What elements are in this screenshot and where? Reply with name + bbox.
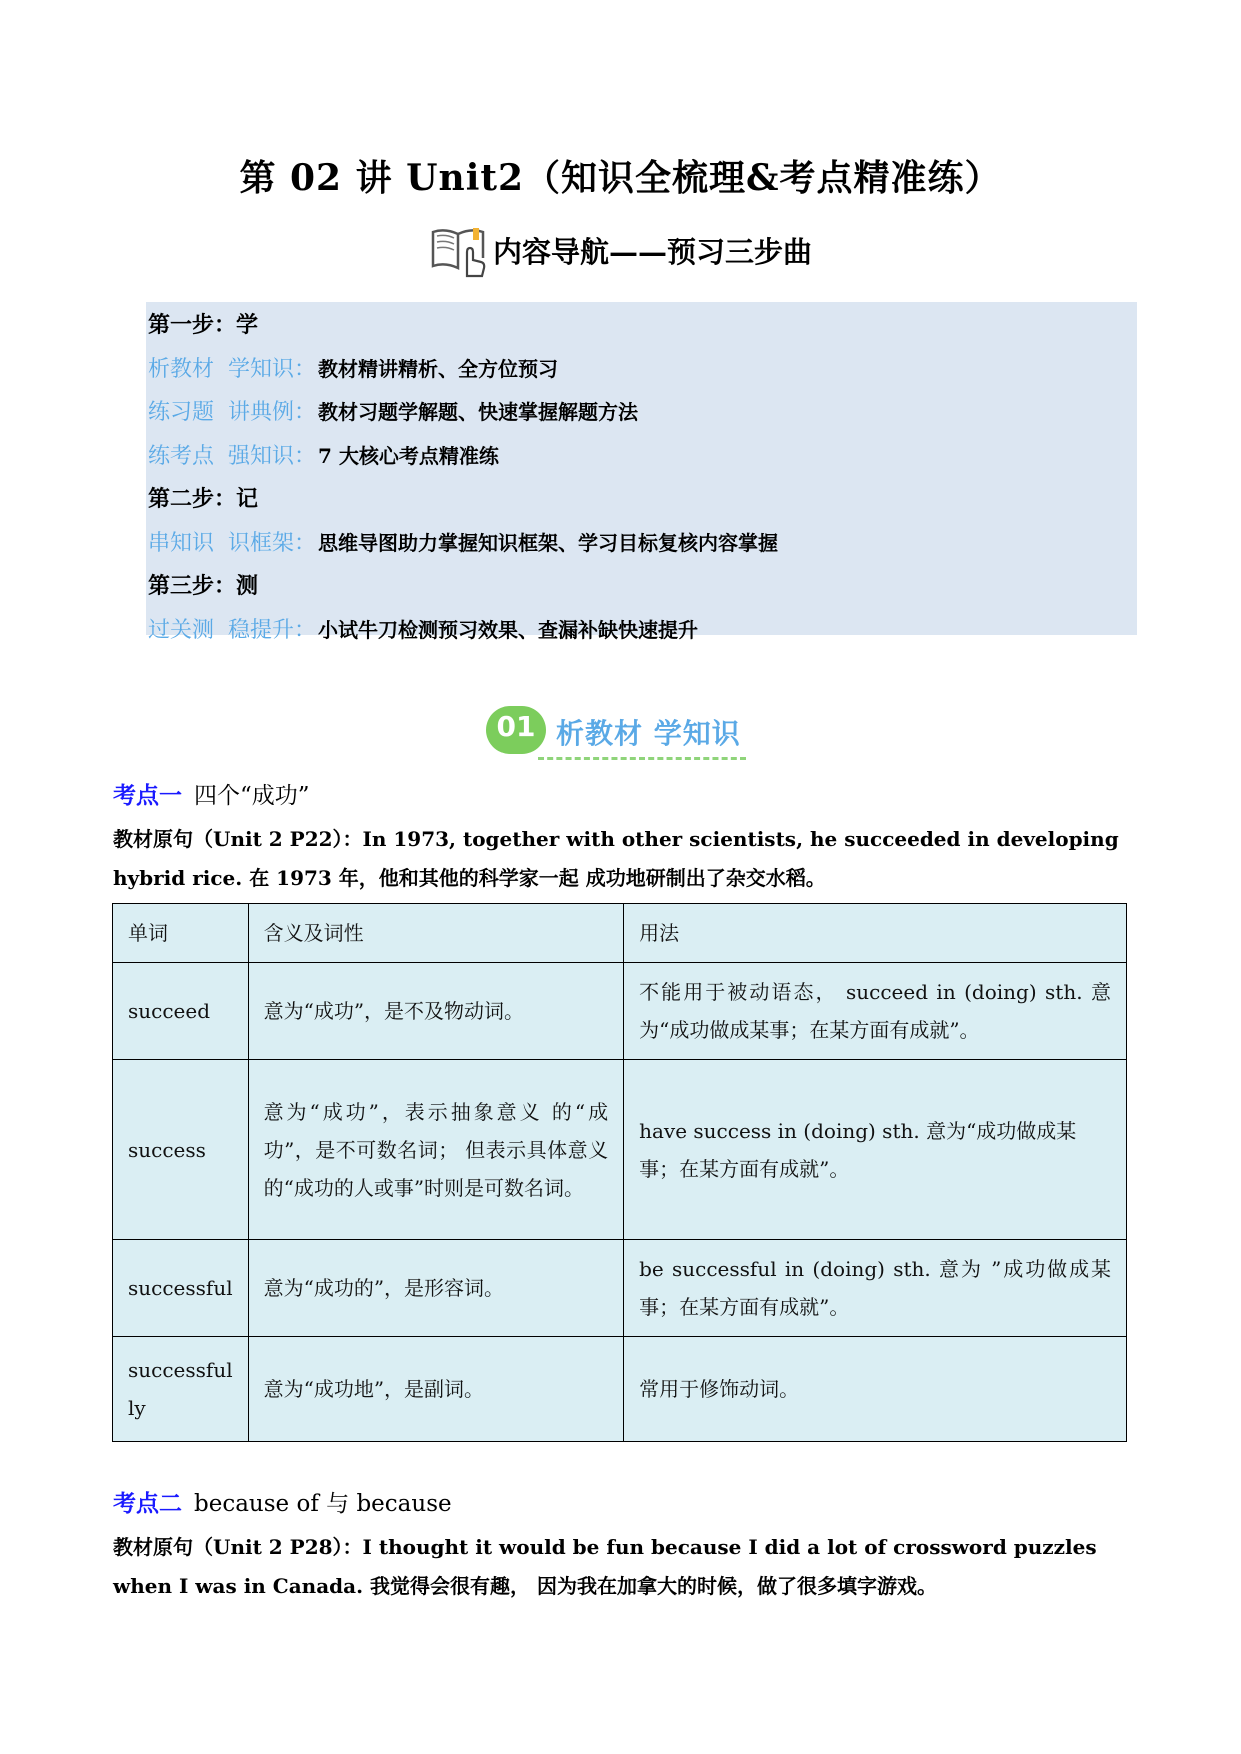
page-title: 第 02 讲 Unit2（知识全梳理&考点精准练）: [239, 157, 1002, 199]
subtitle-text: 内容导航——预习三步曲: [492, 234, 812, 269]
section-badge: [486, 700, 766, 764]
book-pointer-icon: [429, 222, 491, 278]
kaodian-1-source: 教材原句（Unit 2 P22）：In 1973, together with other scientists, he succeeded in developing hybrid rice. 在 1973 年，他和其他的科学家一起 成功地研制出了杂交水稻。: [113, 827, 1119, 890]
section-number: 01: [496, 710, 536, 743]
nav-step-3: 第三步：测: [148, 573, 259, 600]
nav-step-1: 第一步：学: [148, 312, 259, 339]
nav-item-1: 析教材 学知识： 教材精讲精析、全方位预习: [148, 356, 558, 382]
kaodian-2-source: 教材原句（Unit 2 P28）：I thought it would be fun because I did a lot of crossword puzzles when I was in Canada. 我觉得会很有趣， 因为我在加拿大的时候，做了很多填字游戏。: [113, 1535, 1097, 1598]
table-header-row: 单词 含义及词性 用法: [113, 904, 1127, 963]
success-word-table: [112, 903, 1127, 1442]
nav-item-3: 练考点 强知识： 7 大核心考点精准练: [148, 443, 499, 469]
content-nav-heading: [0, 222, 1241, 278]
section-label: 析教材 学知识: [556, 717, 741, 750]
table-row: successful 意为“成功的”，是形容词。 be successful in (doing) sth. 意为 ”成功做成某事；在某方面有成就”。: [113, 1240, 1127, 1337]
nav-item-4: 串知识 识框架： 思维导图助力掌握知识框架、学习目标复核内容掌握: [148, 530, 778, 556]
nav-item-5: 过关测 稳提升： 小试牛刀检测预习效果、查漏补缺快速提升: [148, 617, 698, 643]
table-row: succeed 意为“成功”，是不及物动词。 不能用于被动语态， succeed in (doing) sth. 意为“成功做成某事；在某方面有成就”。: [113, 963, 1127, 1060]
nav-item-2: 练习题 讲典例： 教材习题学解题、快速掌握解题方法: [148, 400, 638, 426]
kaodian-2-heading: 考点二 because of 与 because: [113, 1490, 452, 1517]
section-underline: [538, 757, 746, 760]
kaodian-1-heading: 考点一 四个“成功”: [113, 782, 310, 809]
content-navigation-box: [146, 302, 1137, 643]
nav-step-2: 第二步：记: [148, 486, 259, 513]
table-row: successfully 意为“成功地”，是副词。 常用于修饰动词。: [113, 1337, 1127, 1442]
table-row: success 意为“成功”，表示抽象意义 的“成功”，是不可数名词； 但表示具体意义的“成功的人或事”时则是可数名词。 have success in (doing) sth. 意为“成功做成某事；在某方面有成就”。: [113, 1060, 1127, 1240]
